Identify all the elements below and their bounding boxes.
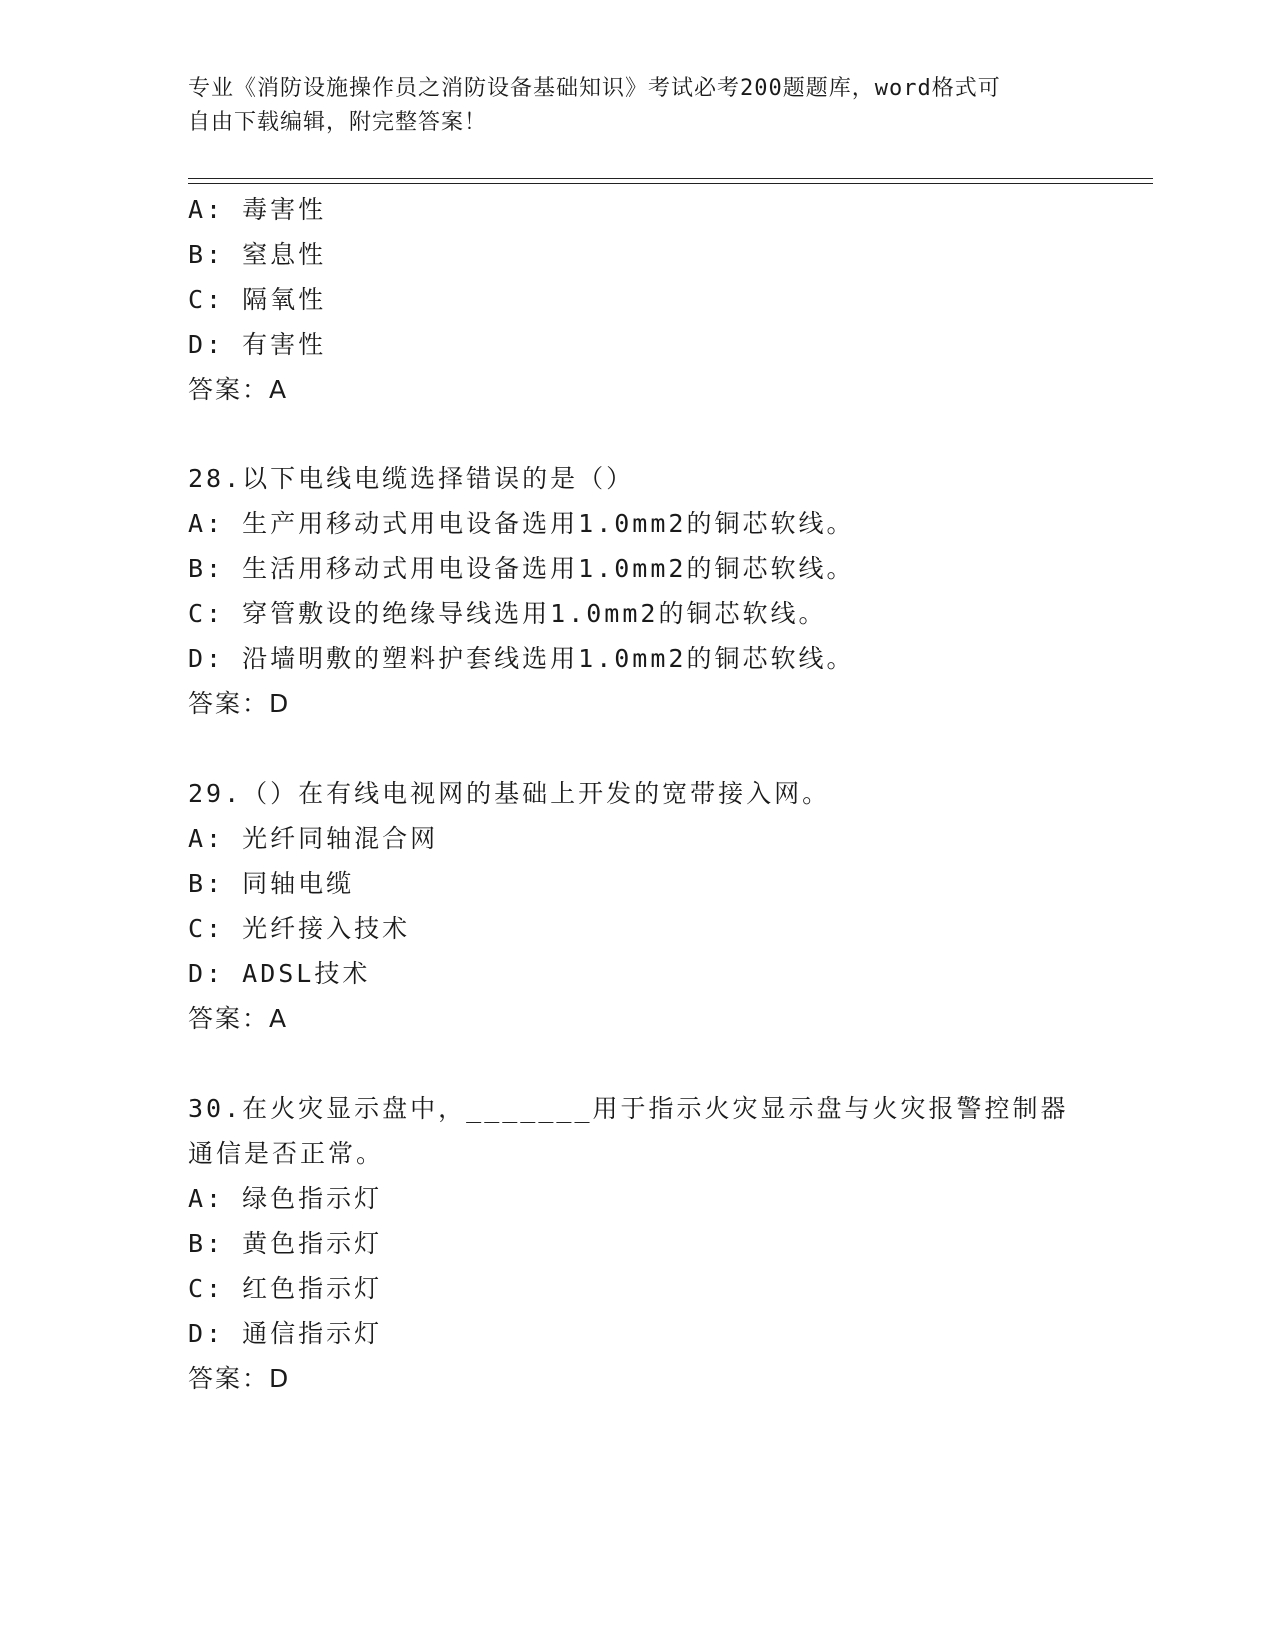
q30-option-b: B: 黄色指示灯 — [188, 1229, 383, 1258]
q30-answer: 答案：D — [188, 1364, 291, 1393]
q27-option-a: A: 毒害性 — [188, 195, 327, 224]
q30-option-a: A: 绿色指示灯 — [188, 1184, 383, 1213]
header-divider-bottom — [188, 183, 1153, 184]
q28-question: 28.以下电线电缆选择错误的是（） — [188, 464, 635, 493]
q28-answer: 答案：D — [188, 689, 291, 718]
q29-option-a: A: 光纤同轴混合网 — [188, 824, 439, 853]
q28-option-c: C: 穿管敷设的绝缘导线选用1.0mm2的铜芯软线。 — [188, 599, 827, 628]
q28-option-a: A: 生产用移动式用电设备选用1.0mm2的铜芯软线。 — [188, 509, 855, 538]
q29-option-c: C: 光纤接入技术 — [188, 914, 411, 943]
q29-option-d: D: ADSL技术 — [188, 959, 371, 988]
q27-answer: 答案：A — [188, 375, 289, 404]
q30-question-line-1: 30.在火灾显示盘中，_______用于指示火灾显示盘与火灾报警控制器 — [188, 1094, 1069, 1123]
q27-option-b: B: 窒息性 — [188, 240, 327, 269]
q30-option-c: C: 红色指示灯 — [188, 1274, 383, 1303]
header-divider-top — [188, 178, 1153, 179]
page-header — [188, 72, 1088, 140]
q29-question: 29.（）在有线电视网的基础上开发的宽带接入网。 — [188, 779, 831, 808]
header-title-line-1: 专业《消防设施操作员之消防设备基础知识》考试必考200题题库，word格式可 — [188, 76, 1001, 101]
header-title-line-2: 自由下载编辑，附完整答案！ — [188, 110, 488, 135]
q29-answer: 答案：A — [188, 1004, 289, 1033]
q27-option-d: D: 有害性 — [188, 330, 327, 359]
q28-option-d: D: 沿墙明敷的塑料护套线选用1.0mm2的铜芯软线。 — [188, 644, 855, 673]
q29-option-b: B: 同轴电缆 — [188, 869, 355, 898]
q27-option-c: C: 隔氧性 — [188, 285, 327, 314]
q30-option-d: D: 通信指示灯 — [188, 1319, 383, 1348]
q28-option-b: B: 生活用移动式用电设备选用1.0mm2的铜芯软线。 — [188, 554, 855, 583]
q30-question-line-2: 通信是否正常。 — [188, 1139, 385, 1168]
